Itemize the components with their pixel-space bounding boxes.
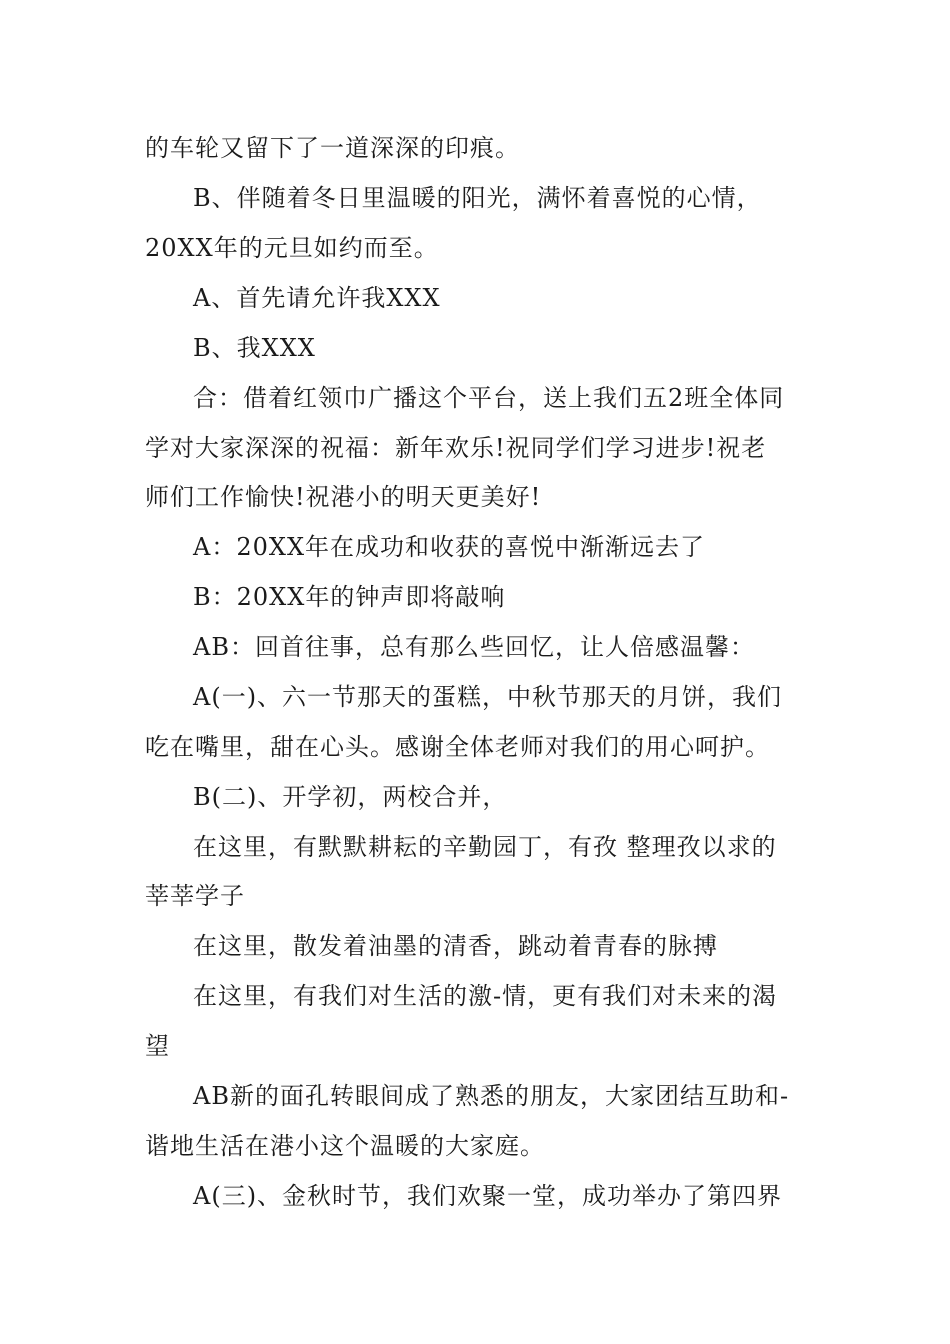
text-line-13: 吃在嘴里，甜在心头。感谢全体老师对我们的用心呵护。 bbox=[145, 733, 770, 761]
text-line-5: B、我XXX bbox=[193, 334, 316, 362]
text-line-10: B：20XX年的钟声即将敲响 bbox=[193, 583, 506, 611]
text-line-19: 望 bbox=[145, 1032, 170, 1060]
text-line-1: 的车轮又留下了一道深深的印痕。 bbox=[145, 134, 520, 162]
text-line-9: A：20XX年在成功和收获的喜悦中渐渐远去了 bbox=[193, 533, 706, 561]
text-line-22: A(三)、金秋时节，我们欢聚一堂，成功举办了第四界 bbox=[193, 1182, 783, 1210]
text-line-4: A、首先请允许我XXX bbox=[193, 284, 441, 312]
text-line-16: 莘莘学子 bbox=[145, 882, 245, 910]
text-line-21: 谐地生活在港小这个温暖的大家庭。 bbox=[145, 1132, 545, 1160]
text-line-20: AB新的面孔转眼间成了熟悉的朋友，大家团结互助和- bbox=[193, 1082, 790, 1110]
text-line-15: 在这里，有默默耕耘的辛勤园丁，有孜 整理孜以求的 bbox=[193, 833, 777, 861]
text-line-14: B(二)、开学初，两校合并， bbox=[193, 783, 508, 811]
text-line-12: A(一)、六一节那天的蛋糕，中秋节那天的月饼，我们 bbox=[193, 683, 783, 711]
text-line-8: 师们工作愉快!祝港小的明天更美好! bbox=[145, 483, 542, 511]
text-line-6: 合：借着红领巾广播这个平台，送上我们五2班全体同 bbox=[193, 384, 785, 412]
text-line-11: AB：回首往事，总有那么些回忆，让人倍感温馨： bbox=[193, 633, 755, 661]
text-line-2: B、伴随着冬日里温暖的阳光，满怀着喜悦的心情， bbox=[193, 184, 762, 212]
text-line-18: 在这里，有我们对生活的激-情，更有我们对未来的渴 bbox=[193, 982, 778, 1010]
text-line-17: 在这里，散发着油墨的清香，跳动着青春的脉搏 bbox=[193, 932, 718, 960]
text-line-3: 20XX年的元旦如约而至。 bbox=[145, 234, 439, 262]
text-line-7: 学对大家深深的祝福：新年欢乐!祝同学们学习进步!祝老 bbox=[145, 434, 767, 462]
